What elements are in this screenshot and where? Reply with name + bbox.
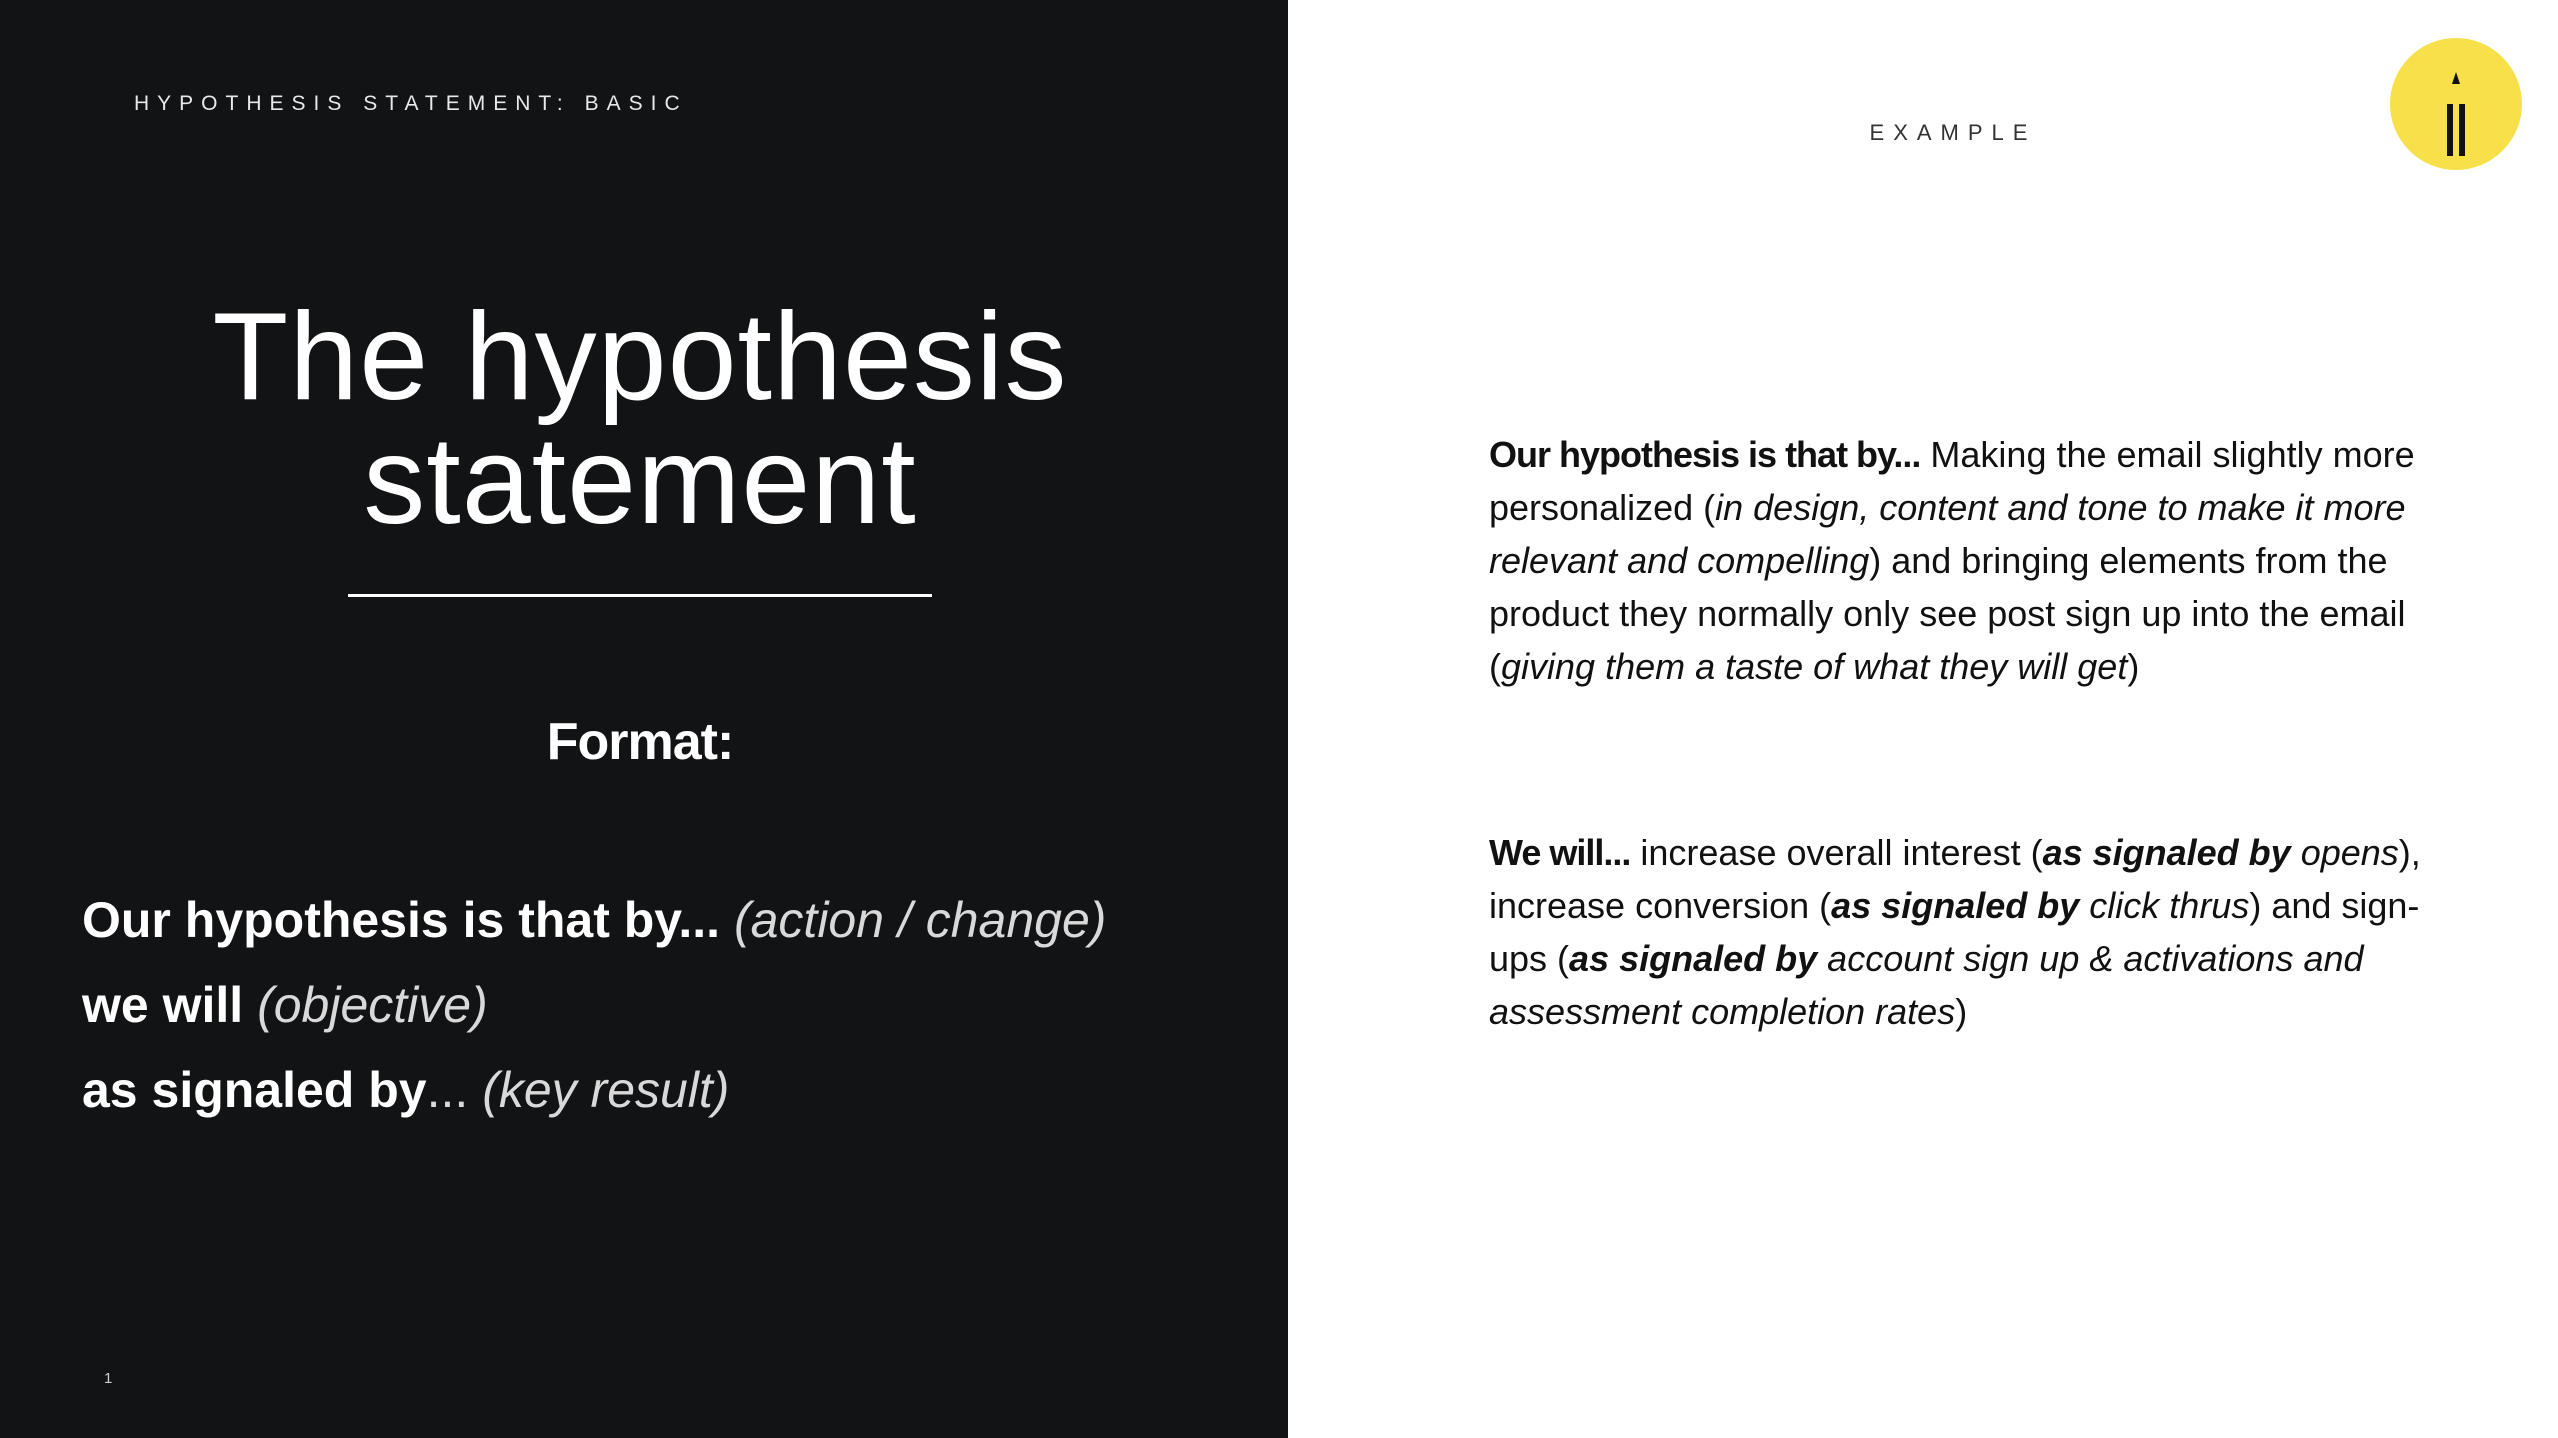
example-hypothesis-italic-1: in design, content and tone to make it more relevant and compelling bbox=[1489, 487, 2406, 581]
format-line-objective bbox=[82, 972, 1106, 1057]
example-we-will-text-4: ) bbox=[1955, 991, 1968, 1032]
example-hypothesis-paragraph bbox=[1489, 428, 2449, 693]
pencil-logo-icon-graphic bbox=[2390, 38, 2522, 170]
example-we-will-signal-1: as signaled by bbox=[2042, 832, 2291, 873]
main-title bbox=[0, 288, 1280, 550]
example-label: EXAMPLE bbox=[1869, 120, 2037, 145]
example-we-will-italic-1: opens bbox=[2300, 832, 2399, 873]
example-hypothesis-text-1: Making the email slightly more personalized ( bbox=[1489, 434, 2415, 528]
page-number: 1 bbox=[104, 1370, 113, 1387]
format-line-action-placeholder: (action / change) bbox=[733, 892, 1107, 948]
example-we-will-lead: We will... bbox=[1489, 832, 1631, 873]
format-line-action bbox=[82, 887, 1106, 972]
title-divider bbox=[348, 594, 932, 597]
format-line-action-lead: Our hypothesis is that by... bbox=[82, 892, 721, 948]
format-line-key-result-ellipsis: ... bbox=[426, 1062, 469, 1118]
pencil-logo-icon bbox=[2390, 38, 2522, 170]
example-we-will-text-2: ), increase conversion ( bbox=[1489, 832, 2421, 926]
example-we-will-text-1: increase overall interest ( bbox=[1640, 832, 2043, 873]
format-line-key-result bbox=[82, 1057, 1106, 1142]
example-we-will-italic-2: click thrus bbox=[2089, 885, 2250, 926]
example-hypothesis-italic-2: giving them a taste of what they will get bbox=[1501, 646, 2128, 687]
format-line-key-result-lead: as signaled by bbox=[82, 1062, 427, 1118]
section-label: HYPOTHESIS STATEMENT: BASIC bbox=[134, 92, 688, 115]
example-we-will-signal-3: as signaled by bbox=[1569, 938, 1818, 979]
example-hypothesis-text-3: ) bbox=[2127, 646, 2140, 687]
format-line-objective-lead: we will bbox=[82, 977, 244, 1033]
main-title-line-2: statement bbox=[363, 412, 917, 550]
example-hypothesis-lead: Our hypothesis is that by... bbox=[1489, 434, 1921, 475]
format-line-key-result-placeholder: (key result) bbox=[482, 1062, 730, 1118]
example-we-will-signal-2: as signaled by bbox=[1831, 885, 2080, 926]
example-we-will-italic-3: account sign up & activations and assessment completion rates bbox=[1489, 938, 2364, 1032]
right-panel bbox=[1288, 0, 2558, 1438]
example-we-will-paragraph bbox=[1489, 826, 2449, 1038]
example-we-will-text-3: ) and sign-ups ( bbox=[1489, 885, 2420, 979]
format-lines bbox=[82, 887, 1106, 1142]
example-hypothesis-text-2: ) and bringing elements from the product they normally only see post sign up into the email ( bbox=[1489, 540, 2406, 687]
main-title-line-1: The hypothesis bbox=[212, 288, 1068, 426]
format-line-objective-placeholder: (objective) bbox=[257, 977, 488, 1033]
format-label: Format: bbox=[546, 713, 734, 771]
